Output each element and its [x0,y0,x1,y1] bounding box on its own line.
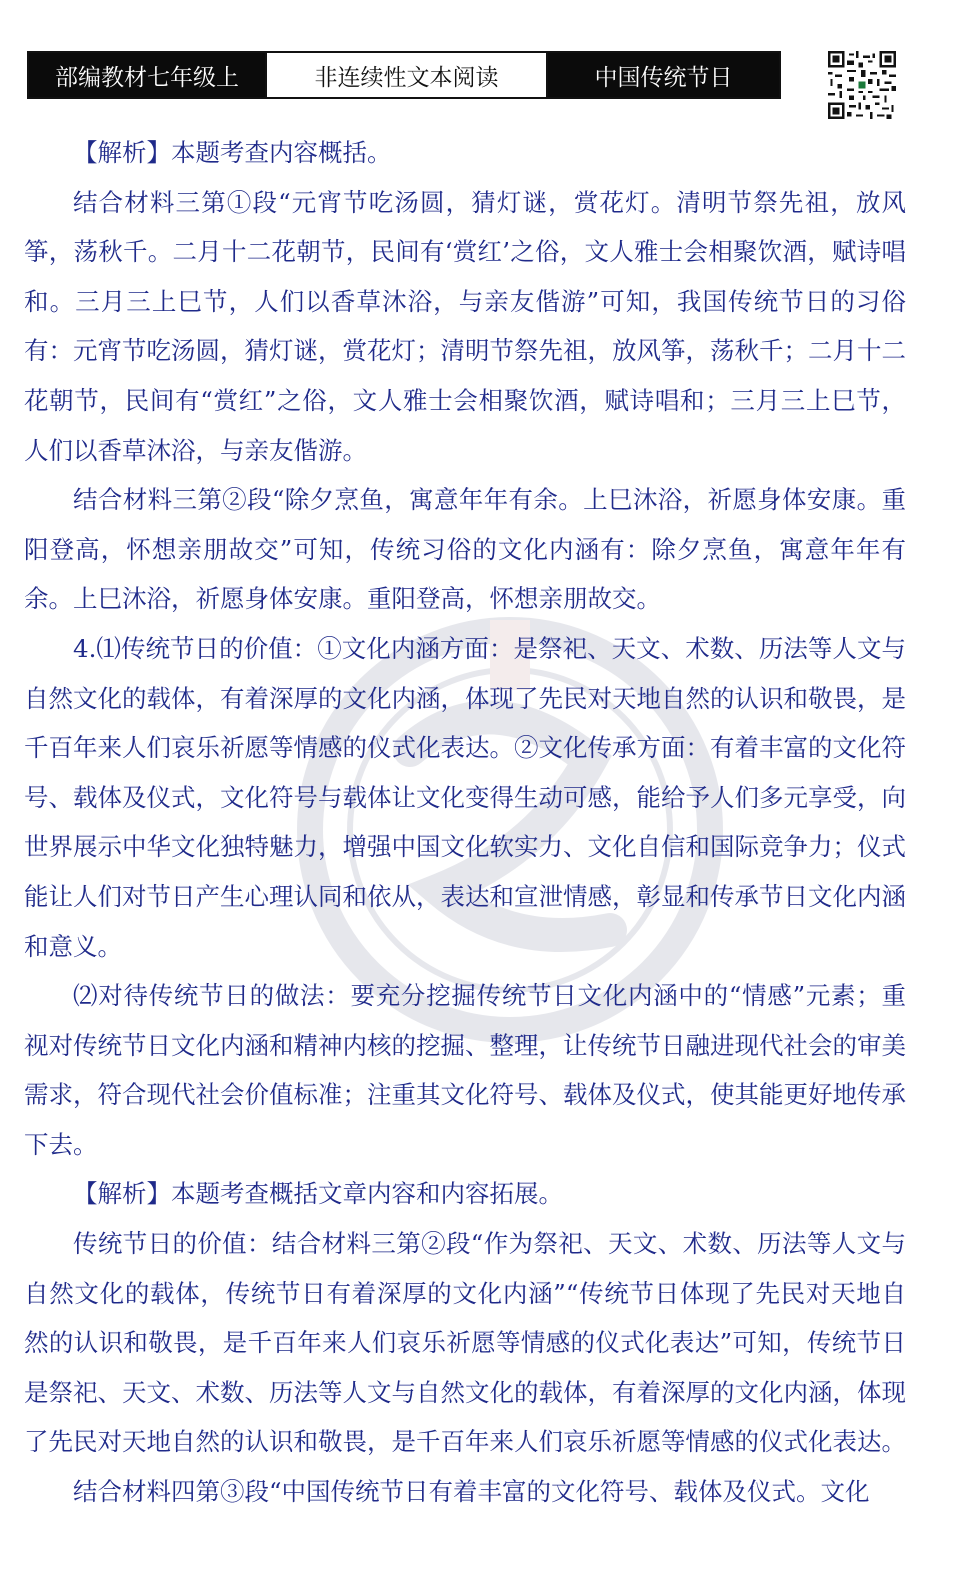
header-grade: 部编教材七年级上 [29,53,265,97]
header-bar [27,51,781,99]
paragraph: 结合材料三第②段“除夕烹鱼，寓意年年有余。上巳沐浴，祈愿身体安康。重阳登高，怀想亲朋故交”可知，传统习俗的文化内涵有：除夕烹鱼，寓意年年有余。上巳沐浴，祈愿身体安康。重阳登高，怀想亲朋故交。 [24,485,906,614]
paragraph: 【解析】本题考查概括文章内容和内容拓展。 [73,1179,563,1209]
paragraph: 4.⑴传统节日的价值：①文化内涵方面：是祭祀、天文、术数、历法等人文与自然文化的载体，有着深厚的文化内涵，体现了先民对天地自然的认识和敬畏，是千百年来人们哀乐祈愿等情感的仪式化表达。②文化传承方面：有着丰富的文化符号、载体及仪式，文化符号与载体让文化变得生动可感，能给予人们多元享受，向世界展示中华文化独特魅力，增强中国文化软实力、文化自信和国际竞争力；仪式能让人们对节日产生心理认同和依从，表达和宣泄情感，彰显和传承节日文化内涵和意义。 [24,633,906,961]
paragraph: 结合材料三第①段“元宵节吃汤圆，猜灯谜，赏花灯。清明节祭先祖，放风筝，荡秋千。二月十二花朝节，民间有‘赏红’之俗，文人雅士会相聚饮酒，赋诗唱和。三月三上巳节，人们以香草沐浴，与亲友偕游”可知，我国传统节日的习俗有：元宵节吃汤圆，猜灯谜，赏花灯；清明节祭先祖，放风筝，荡秋千；二月十二花朝节，民间有“赏红”之俗，文人雅士会相聚饮酒，赋诗唱和；三月三上巳节，人们以香草沐浴，与亲友偕游。 [24,187,906,465]
analysis-content [24,128,906,1517]
header-topic: 非连续性文本阅读 [265,53,548,97]
paragraph: ⑵对待传统节日的做法：要充分挖掘传统节日文化内涵中的“情感”元素；重视对传统节日文化内涵和精神内核的挖掘、整理，让传统节日融进现代社会的审美需求，符合现代社会价值标准；注重其文化符号、载体及仪式，使其能更好地传承下去。 [24,981,906,1159]
header-title: 中国传统节日 [548,53,779,97]
paragraph: 结合材料四第③段“中国传统节日有着丰富的文化符号、载体及仪式。文化 [73,1477,870,1507]
paragraph: 【解析】本题考查内容概括。 [73,138,392,167]
qr-code-icon [828,51,896,119]
paragraph: 传统节日的价值：结合材料三第②段“作为祭祀、天文、术数、历法等人文与自然文化的载体，传统节日有着深厚的文化内涵”“传统节日体现了先民对天地自然的认识和敬畏，是千百年来人们哀乐祈愿等情感的仪式化表达”可知，传统节日是祭祀、天文、术数、历法等人文与自然文化的载体，有着深厚的文化内涵，体现了先民对天地自然的认识和敬畏，是千百年来人们哀乐祈愿等情感的仪式化表达。 [24,1229,906,1457]
